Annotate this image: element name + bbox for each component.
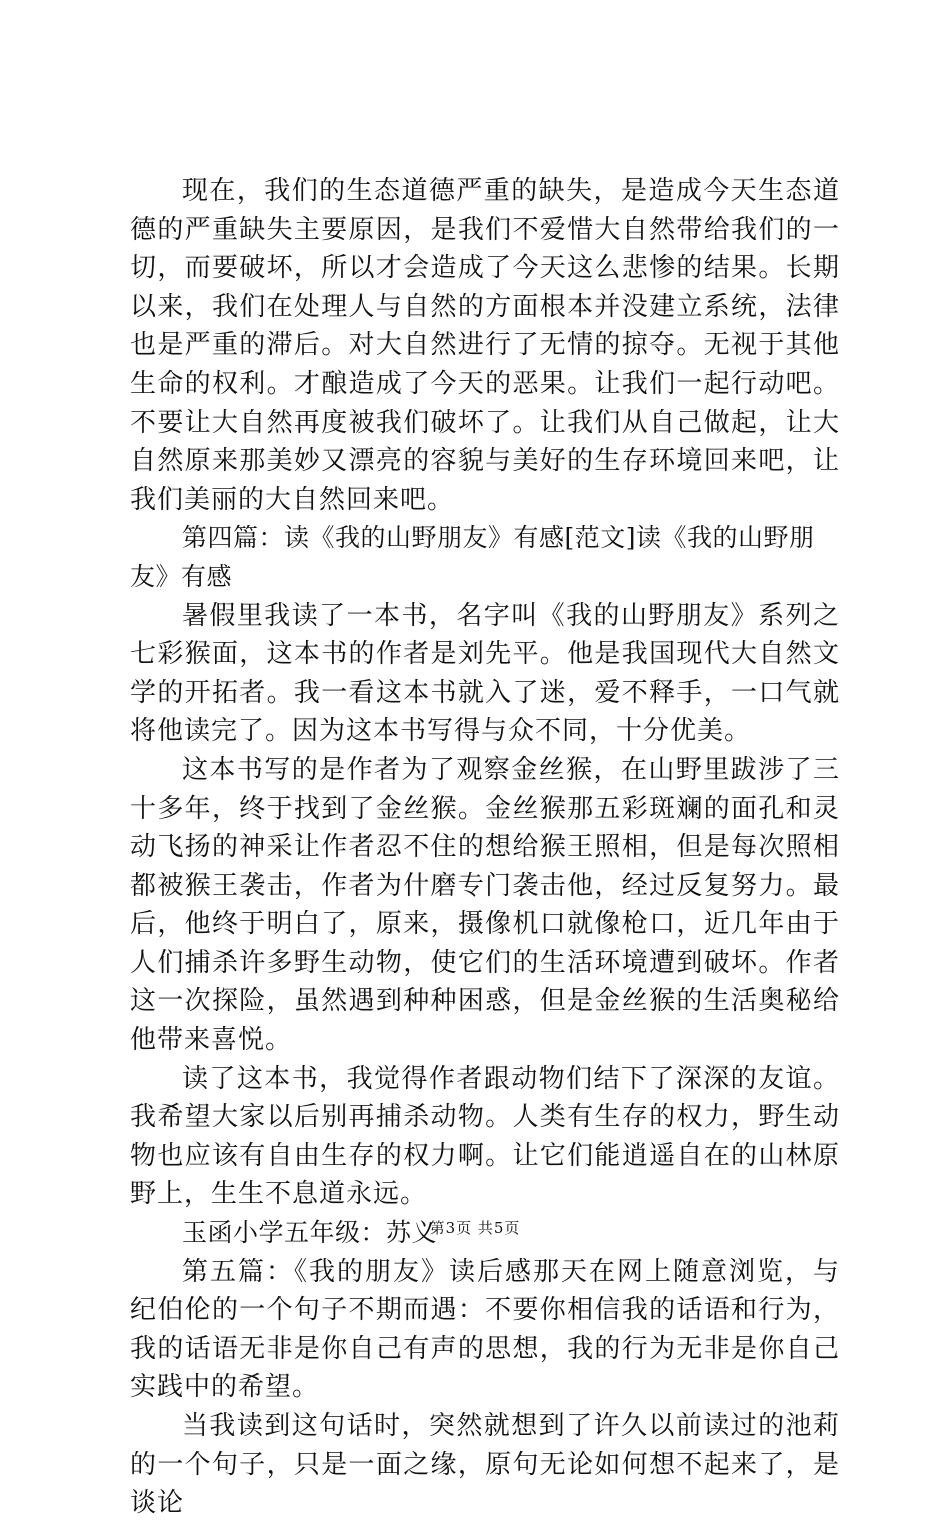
author-signature: 玉函小学五年级：苏义 — [182, 1218, 438, 1248]
paragraph-summer-reading: 暑假里我读了一本书，名字叫《我的山野朋友》系列之七彩猴面，这本书的作者是刘先平。他是我国现代大自然文学的开拓者。我一看这本书就入了迷，爱不释手，一口气就将他读完了。因为这本书写得与众不同，十分优美。 — [130, 600, 840, 747]
page-footer — [0, 1218, 950, 1238]
document-body — [130, 172, 840, 1523]
section-heading-4: 第四篇：读《我的山野朋友》有感[范文]读《我的山野朋友》有感 — [130, 523, 815, 591]
page-number: 第3页 共5页 — [429, 1219, 521, 1237]
section-heading-5-paragraph: 第五篇：《我的朋友》读后感那天在网上随意浏览，与纪伯伦的一个句子不期而遇：不要你相信我的话语和行为，我的话语无非是你自己有声的思想，我的行为无非是你自己实践中的希望。 — [130, 1256, 840, 1403]
paragraph-ecology: 现在，我们的生态道德严重的缺失，是造成今天生态道德的严重缺失主要原因，是我们不爱惜大自然带给我们的一切，而要破坏，所以才会造成了今天这么悲惨的结果。长期以来，我们在处理人与自然的方面根本并没建立系统，法律也是严重的滞后。对大自然进行了无情的掠夺。无视于其他生命的权利。才酿造成了今天的恶果。让我们一起行动吧。不要让大自然再度被我们破坏了。让我们从自己做起，让大自然原来那美妙又漂亮的容貌与美好的生存环境回来吧，让我们美丽的大自然回来吧。 — [130, 176, 840, 515]
paragraph-reflection: 读了这本书，我觉得作者跟动物们结下了深深的友谊。我希望大家以后别再捕杀动物。人类有生存的权力，野生动物也应该有自由生存的权力啊。让它们能逍遥自在的山林原野上，生生不息道永远。 — [130, 1063, 840, 1210]
paragraph-golden-monkey: 这本书写的是作者为了观察金丝猴，在山野里跋涉了三十多年，终于找到了金丝猴。金丝猴那五彩斑斓的面孔和灵动飞扬的神采让作者忍不住的想给猴王照相，但是每次照相都被猴王袭击，作者为什磨专门袭击他，经过反复努力。最后，他终于明白了，原来，摄像机口就像枪口，近几年由于人们捕杀许多野生动物，使它们的生活环境遭到破坏。作者这一次探险，虽然遇到种种困惑，但是金丝猴的生活奥秘给他带来喜悦。 — [130, 754, 840, 1056]
paragraph-chili-quote: 当我读到这句话时，突然就想到了许久以前读过的池莉的一个句子，只是一面之缘，原句无论如何想不起来了，是谈论 — [130, 1411, 840, 1519]
